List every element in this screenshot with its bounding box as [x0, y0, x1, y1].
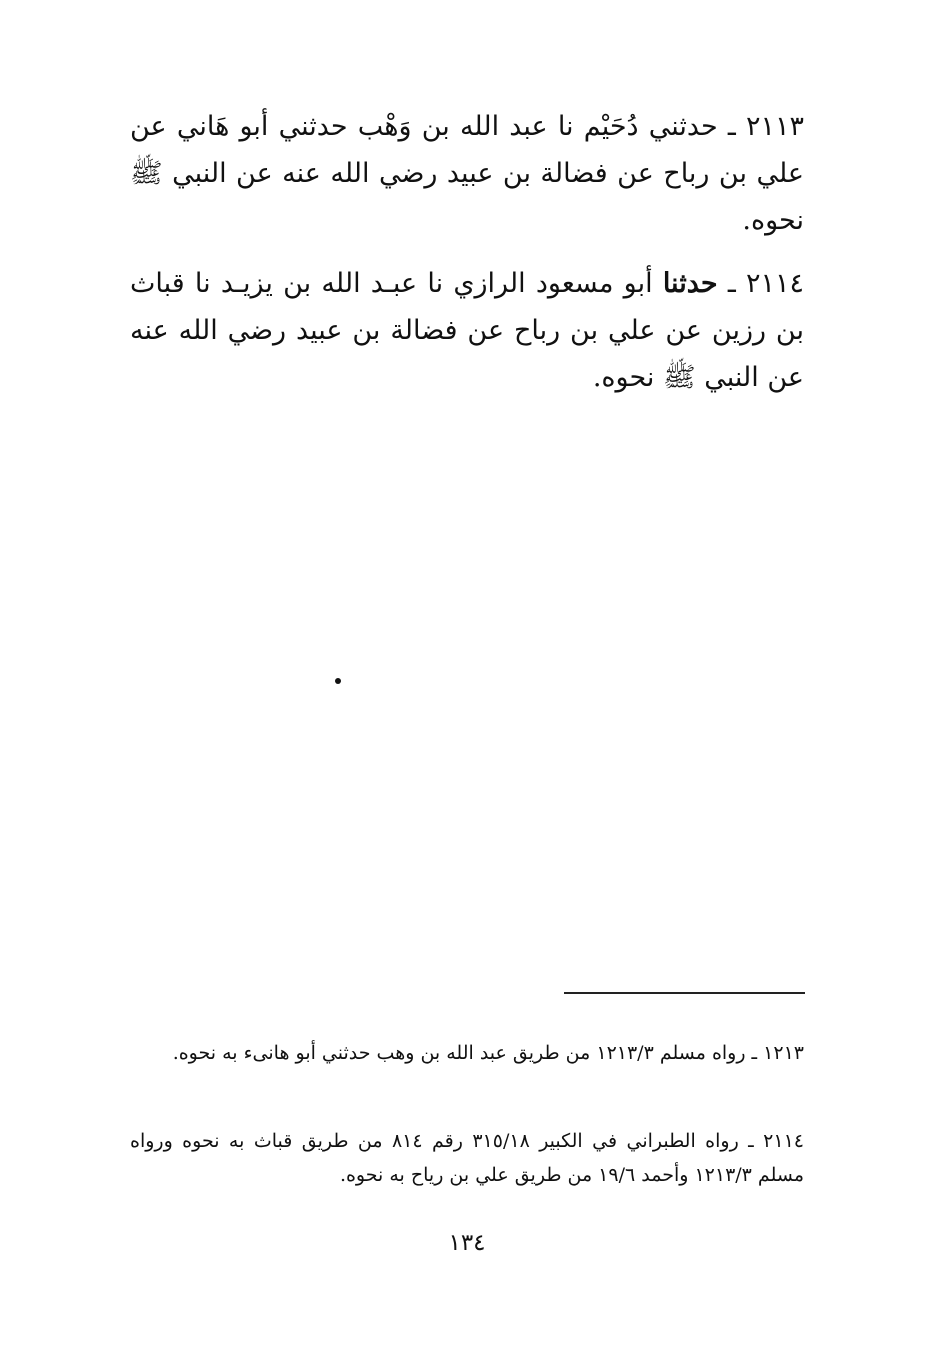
hadith-entry-2114 [130, 260, 804, 401]
print-speck [335, 678, 341, 684]
entry-text: حدثني دُحَيْم نا عبد الله بن وَهْب حدثني أبو هَاني عن علي بن رباح عن فضالة بن عبيد رضي الله عنه عن النبي ﷺ نحوه. [130, 111, 804, 236]
entry-bold-word: حدثنا [662, 268, 718, 299]
entry-number: ٢١١٤ ـ [727, 268, 804, 299]
entry-text: أبو مسعود الرازي نا عبـد الله بن يزيـد نا قباث بن رزين عن علي بن رباح عن فضالة بن عبيد رضي الله عنه عن النبي ﷺ نحوه. [130, 268, 804, 393]
page-number: ١٣٤ [448, 1230, 486, 1256]
hadith-entry-2113 [130, 103, 804, 244]
footnote-2113: ١٢١٣ ـ رواه مسلم ١٢١٣/٣ من طريق عبد الله بن وهب حدثني أبو هانىء به نحوه. [172, 1042, 804, 1064]
entry-number: ٢١١٣ ـ [727, 111, 805, 142]
footnote-separator [564, 992, 805, 994]
footnote-2114: ٢١١٤ ـ رواه الطبراني في الكبير ٣١٥/١٨ رقم ٨١٤ من طريق قباث به نحوه ورواه مسلم ١٢١٣/٣ وأحمد ١٩/٦ من طريق علي بن رياح به نحوه. [130, 1130, 804, 1186]
